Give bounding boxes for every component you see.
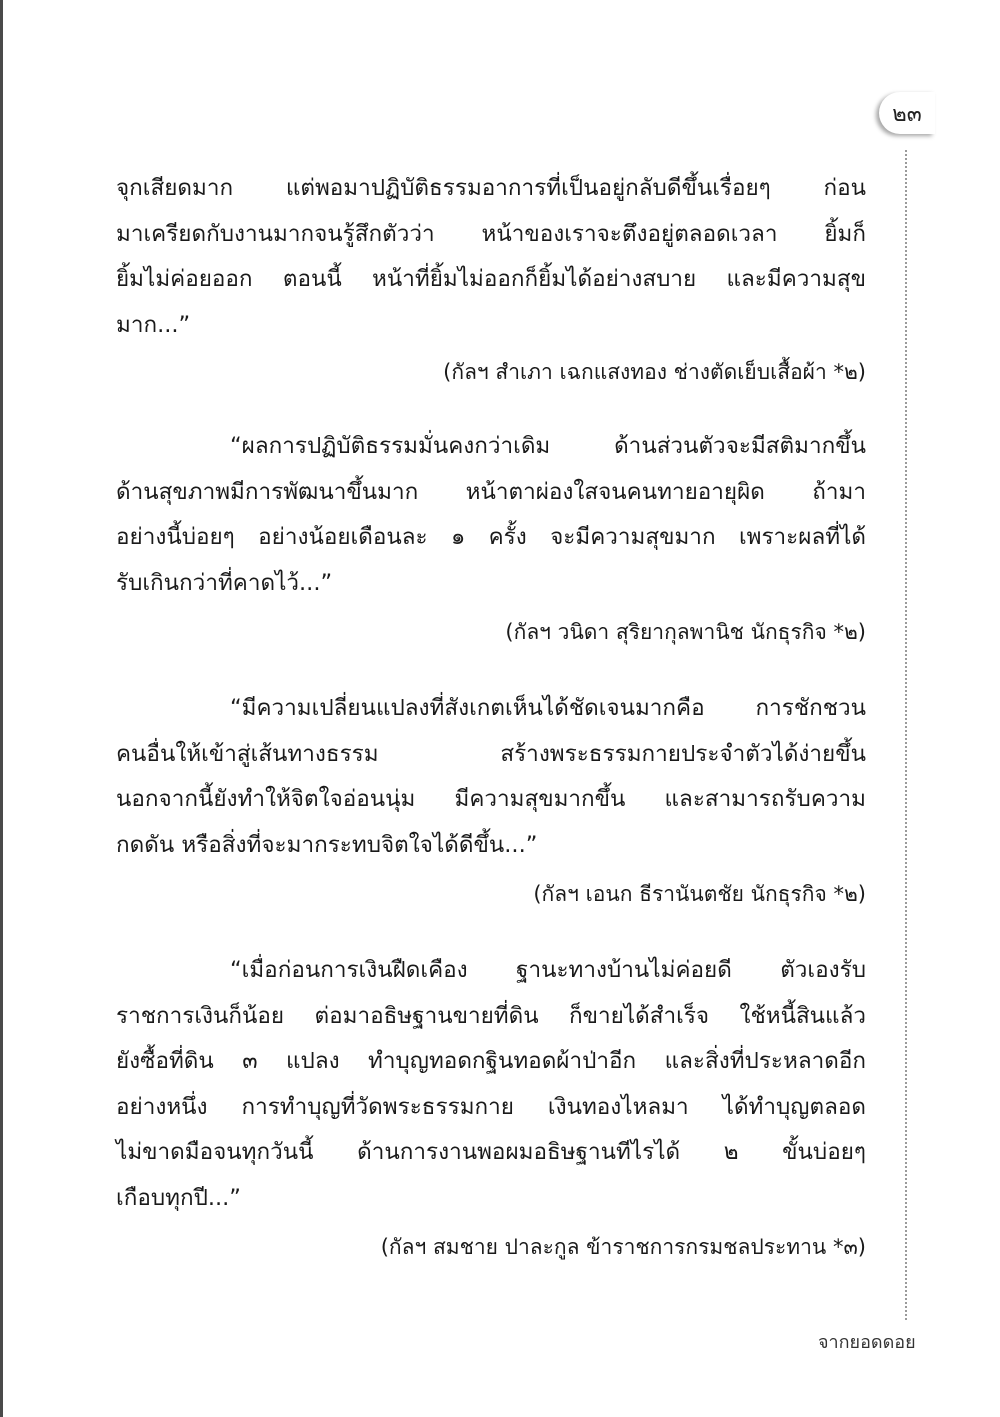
text-line: ไม่ขาดมือจนทุกวันนี้ ด้านการงานพอผมอธิษฐานทีไรได้ ๒ ขั้นบ่อยๆ [116, 1139, 866, 1165]
text-line: เกือบทุกปี...” [116, 1184, 241, 1211]
attribution-3: (กัลฯ เอนก ธีรานันตชัย นักธุรกิจ *๒) [533, 882, 866, 906]
text-line: ด้านสุขภาพมีการพัฒนาขึ้นมาก หน้าตาผ่องใสจนคนทายอายุผิด ถ้ามา [116, 478, 866, 505]
testimonial-2 [116, 424, 866, 606]
text-line: คนอื่นให้เข้าสู่เส้นทางธรรม สร้างพระธรรมกายประจำตัวได้ง่ายขึ้น [116, 740, 866, 767]
text-line: “เมื่อก่อนการเงินฝืดเคือง ฐานะทางบ้านไม่ค่อยดี ตัวเองรับ [230, 957, 866, 983]
attribution-4: (กัลฯ สมชาย ปาละกูล ข้าราชการกรมชลประทาน *๓) [380, 1235, 866, 1259]
text-line: อย่างนี้บ่อยๆ อย่างน้อยเดือนละ ๑ ครั้ง จะมีความสุขมาก เพราะผลที่ได้ [116, 524, 866, 550]
text-line: มาก...” [116, 311, 191, 338]
text-line: รับเกินกว่าที่คาดไว้...” [116, 569, 333, 596]
text-line: มาเครียดกับงานมากจนรู้สึกตัวว่า หน้าของเราจะตึงอยู่ตลอดเวลา ยิ้มก็ [116, 220, 866, 247]
dotted-margin-rule [905, 150, 907, 1320]
attribution-1: (กัลฯ สำเภา เฉกแสงทอง ช่างตัดเย็บเสื้อผ้า *๒) [443, 360, 866, 384]
text-line: “ผลการปฏิบัติธรรมมั่นคงกว่าเดิม ด้านส่วนตัวจะมีสติมากขึ้น [230, 433, 866, 459]
text-line: อย่างหนึ่ง การทำบุญที่วัดพระธรรมกาย เงินทองไหลมา ได้ทำบุญตลอด [116, 1093, 866, 1120]
text-line: “มีความเปลี่ยนแปลงที่สังเกตเห็นได้ชัดเจนมากคือ การชักชวน [230, 695, 866, 721]
page-edge-line [0, 0, 3, 1417]
text-line: กดดัน หรือสิ่งที่จะมากระทบจิตใจได้ดีขึ้น...” [116, 831, 538, 858]
testimonial-4 [116, 948, 866, 1221]
text-line: จุกเสียดมาก แต่พอมาปฏิบัติธรรมอาการที่เป็นอยู่กลับดีขึ้นเรื่อยๆ ก่อน [116, 175, 866, 201]
book-title-footer: จากยอดดอย [818, 1332, 916, 1353]
page-body [116, 166, 866, 1263]
testimonial-1 [116, 166, 866, 348]
text-line: นอกจากนี้ยังทำให้จิตใจอ่อนนุ่ม มีความสุขมากขึ้น และสามารถรับความ [116, 786, 866, 812]
text-line: ราชการเงินก็น้อย ต่อมาอธิษฐานขายที่ดิน ก็ขายได้สำเร็จ ใช้หนี้สินแล้ว [116, 1002, 866, 1029]
text-line: ยังซื้อที่ดิน ๓ แปลง ทำบุญทอดกฐินทอดผ้าป่าอีก และสิ่งที่ประหลาดอีก [116, 1048, 866, 1074]
testimonial-3 [116, 686, 866, 868]
attribution-2: (กัลฯ วนิดา สุริยากุลพานิช นักธุรกิจ *๒) [505, 620, 866, 644]
text-line: ยิ้มไม่ค่อยออก ตอนนี้ หน้าที่ยิ้มไม่ออกก็ยิ้มได้อย่างสบาย และมีความสุข [116, 266, 866, 292]
page-number: ๒๓ [879, 92, 935, 134]
